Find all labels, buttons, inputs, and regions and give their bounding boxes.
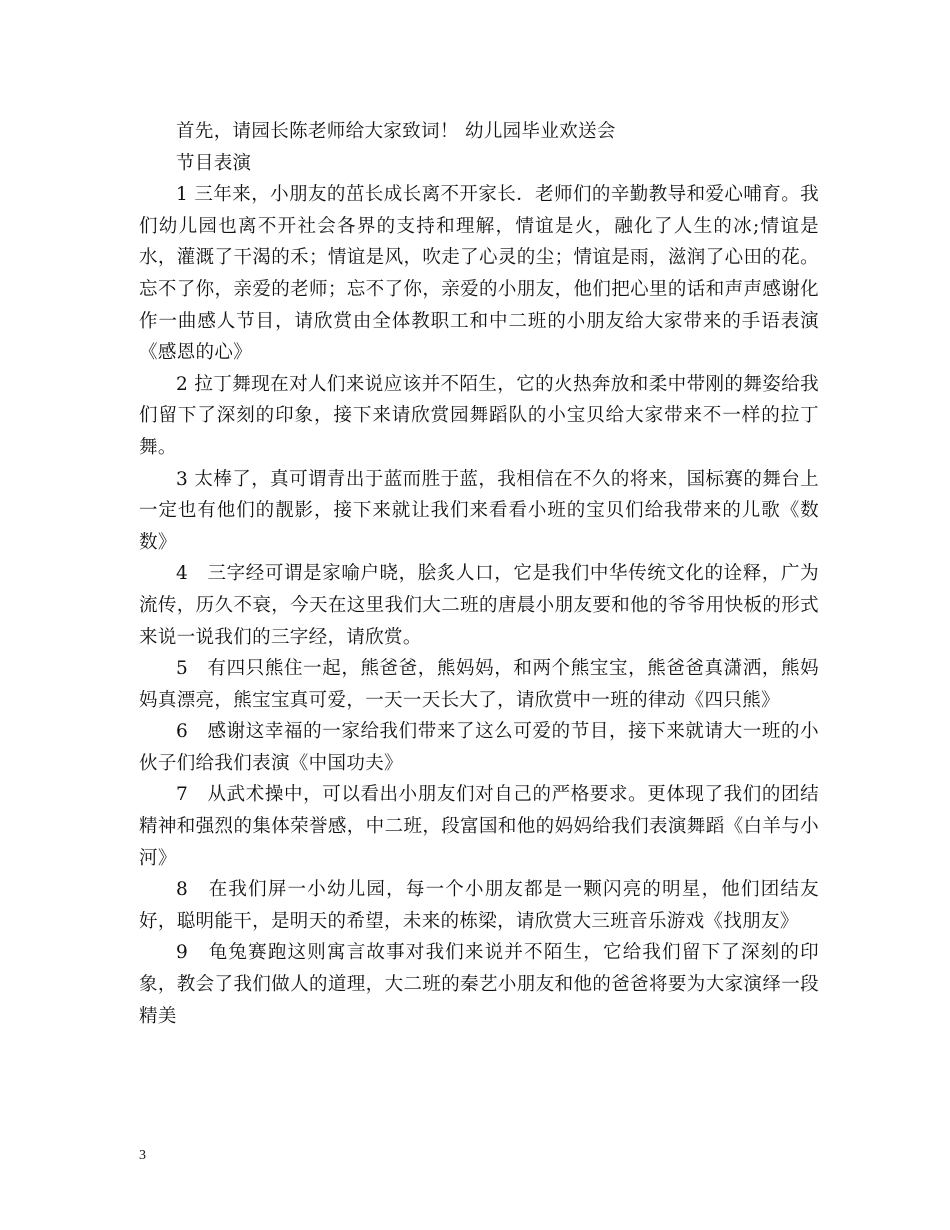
section-heading: 节目表演 xyxy=(176,152,252,174)
page-number: 3 xyxy=(139,1148,146,1163)
program-item-8: 8 在我们屏一小幼儿园，每一个小朋友都是一颗闪亮的明星，他们团结友好，聪明能干，是明天的希望，未来的栋梁，请欣赏大三班音乐游戏《找朋友》 xyxy=(139,879,819,932)
document-body xyxy=(139,116,819,1032)
program-item-4: 4 三字经可谓是家喻户晓，脍炙人口，它是我们中华传统文化的诠释，广为流传，历久不衰，今天在这里我们大二班的唐晨小朋友要和他的爷爷用快板的形式来说一说我们的三字经，请欣赏。 xyxy=(139,563,819,648)
opening-paragraph: 首先，请园长陈老师给大家致词！ 幼儿园毕业欢送会 xyxy=(176,121,616,142)
program-item-9: 9 龟兔赛跑这则寓言故事对我们来说并不陌生，它给我们留下了深刻的印象，教会了我们做人的道理，大二班的秦艺小朋友和他的爸爸将要为大家演绎一段精美 xyxy=(139,942,819,1027)
program-item-1: 1 三年来，小朋友的茁长成长离不开家长．老师们的辛勤教导和爱心哺育。我们幼儿园也离不开社会各界的支持和理解，情谊是火，融化了人生的冰;情谊是水，灌溉了干渴的禾；情谊是风，吹走了心灵的尘；情谊是雨，滋润了心田的花。忘不了你，亲爱的老师；忘不了你，亲爱的小朋友，他们把心里的话和声声感谢化作一曲感人节目，请欣赏由全体教职工和中二班的小朋友给大家带来的手语表演《感恩的心》 xyxy=(139,184,819,364)
program-item-5: 5 有四只熊住一起，熊爸爸，熊妈妈，和两个熊宝宝，熊爸爸真潇洒，熊妈妈真漂亮，熊宝宝真可爱，一天一天长大了，请欣赏中一班的律动《四只熊》 xyxy=(139,658,819,711)
program-item-3: 3 太棒了，真可谓青出于蓝而胜于蓝，我相信在不久的将来，国标赛的舞台上一定也有他们的靓影，接下来就让我们来看看小班的宝贝们给我带来的儿歌《数数》 xyxy=(139,468,819,553)
program-item-7: 7 从武术操中，可以看出小朋友们对自己的严格要求。更体现了我们的团结精神和强烈的集体荣誉感，中二班，段富国和他的妈妈给我们表演舞蹈《白羊与小河》 xyxy=(139,784,819,869)
program-item-6: 6 感谢这幸福的一家给我们带来了这么可爱的节目，接下来就请大一班的小伙子们给我们表演《中国功夫》 xyxy=(139,721,819,774)
program-item-2: 2 拉丁舞现在对人们来说应该并不陌生，它的火热奔放和柔中带刚的舞姿给我们留下了深刻的印象，接下来请欣赏园舞蹈队的小宝贝给大家带来不一样的拉丁舞。 xyxy=(139,373,819,458)
